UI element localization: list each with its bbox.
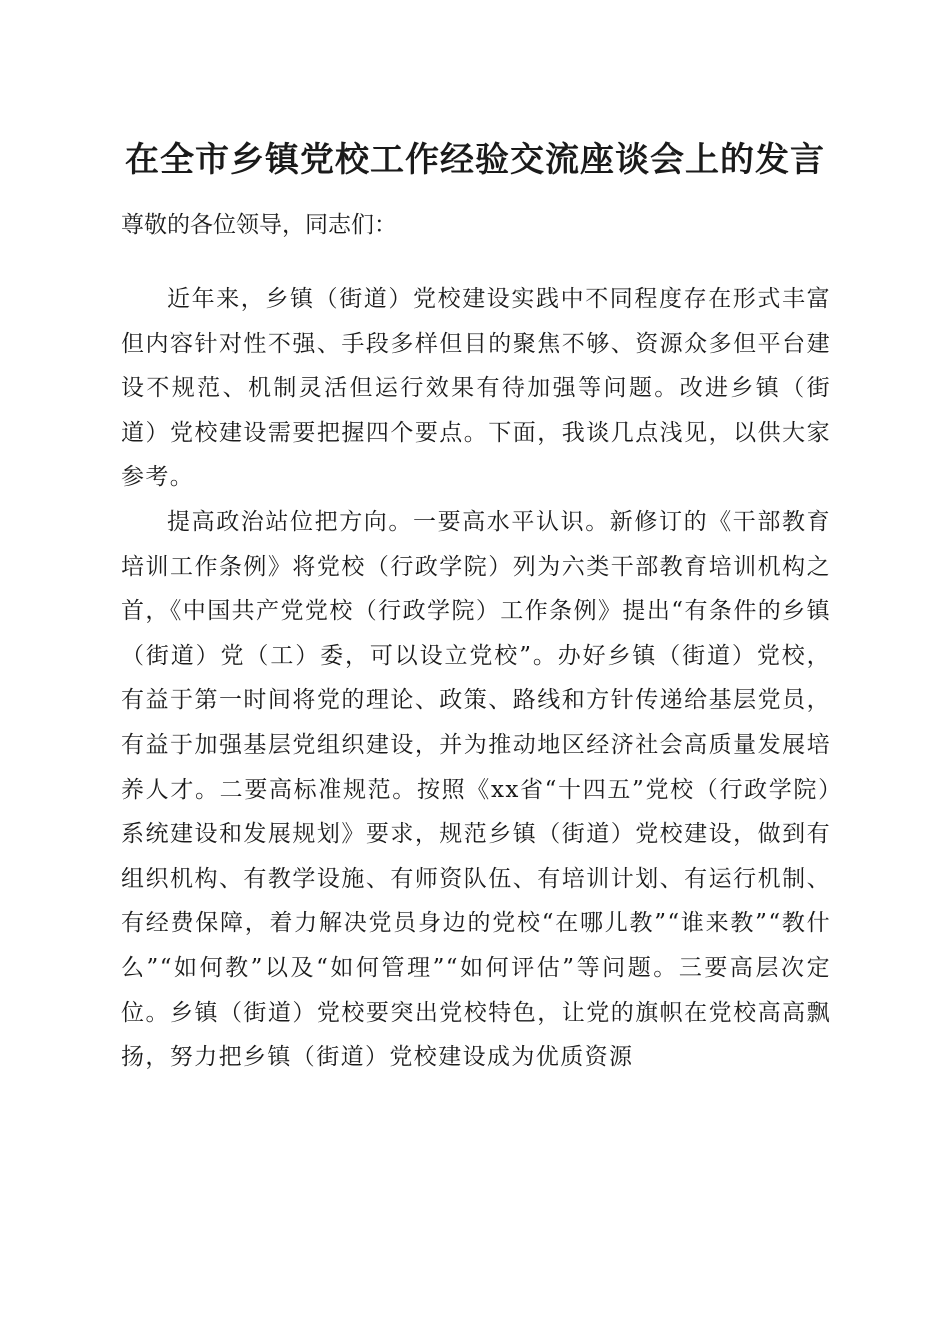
document-body bbox=[121, 277, 831, 1080]
document-title: 在全市乡镇党校工作经验交流座谈会上的发言 bbox=[125, 140, 825, 180]
salutation: 尊敬的各位领导，同志们： bbox=[121, 212, 397, 238]
paragraph-intro: 近年来，乡镇（街道）党校建设实践中不同程度存在形式丰富但内容针对性不强、手段多样但目的聚焦不够、资源众多但平台建设不规范、机制灵活但运行效果有待加强等问题。改进乡镇（街道）党校建设需要把握四个要点。下面，我谈几点浅见，以供大家参考。 bbox=[121, 286, 831, 491]
paragraph-political-stance: 提高政治站位把方向。一要高水平认识。新修订的《干部教育培训工作条例》将党校（行政学院）列为六类干部教育培训机构之首，《中国共产党党校（行政学院）工作条例》提出“有条件的乡镇（街道）党（工）委，可以设立党校”。办好乡镇（街道）党校，有益于第一时间将党的理论、政策、路线和方针传递给基层党员，有益于加强基层党组织建设，并为推动地区经济社会高质量发展培养人才。二要高标准规范。按照《xx省“十四五”党校（行政学院）系统建设和发展规划》要求，规范乡镇（街道）党校建设，做到有组织机构、有教学设施、有师资队伍、有培训计划、有运行机制、有经费保障，着力解决党员身边的党校“在哪儿教”“谁来教”“教什么”“如何教”以及“如何管理”“如何评估”等问题。三要高层次定位。乡镇（街道）党校要突出党校特色，让党的旗帜在党校高高飘扬，努力把乡镇（街道）党校建设成为优质资源 bbox=[121, 508, 831, 1071]
